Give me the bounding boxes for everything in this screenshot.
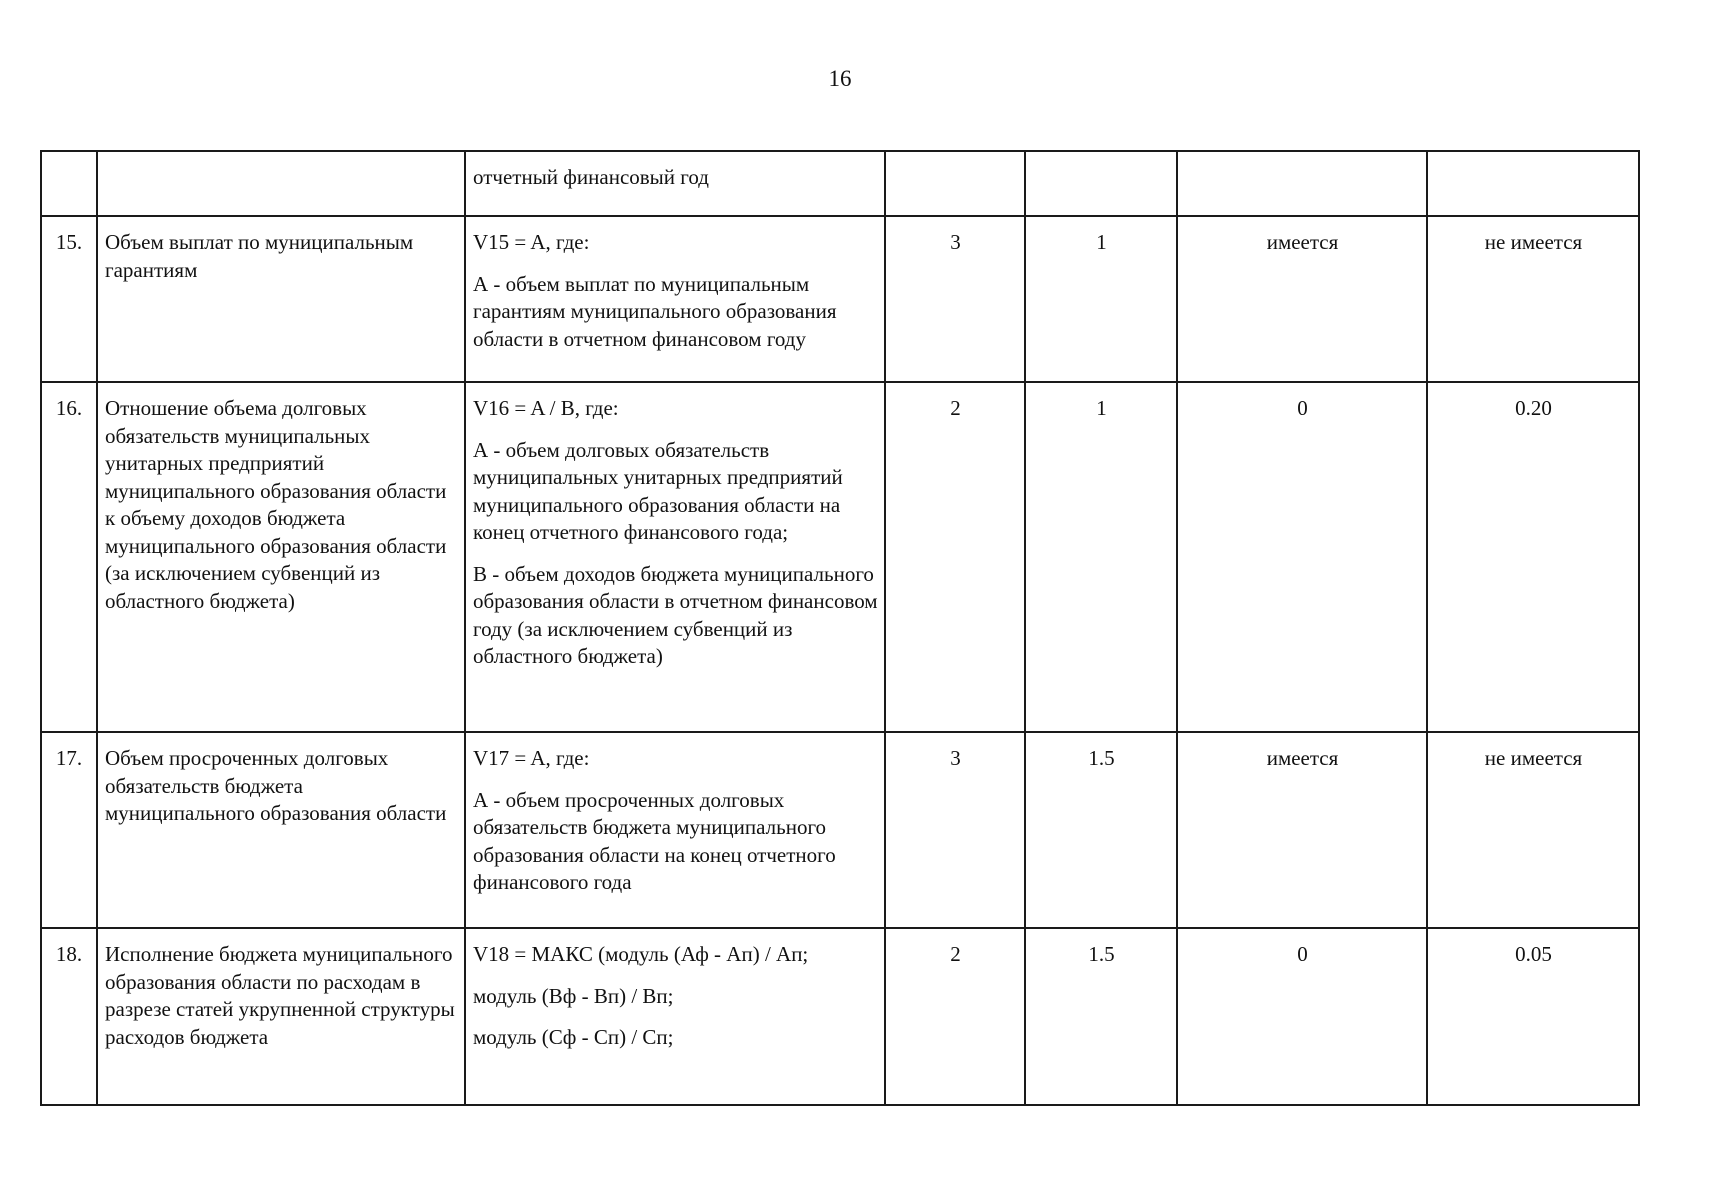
formula-cell	[465, 216, 885, 382]
formula-line: модуль (Вф - Вп) / Вп;	[473, 983, 674, 1008]
formula-line: А - объем просроченных долговых обязательств бюджета муниципального образования области на конец отчетного финансового года	[473, 787, 836, 894]
formula-line: V17 = A, где:	[473, 746, 590, 770]
col4-cell: 3	[885, 732, 1025, 928]
col4-cell	[885, 151, 1025, 216]
row-number-cell: 18.	[41, 928, 97, 1105]
formula-line: А - объем выплат по муниципальным гарантиям муниципального образования области в отчетном финансовом году	[473, 271, 837, 351]
col7-cell: не имеется	[1427, 732, 1639, 928]
row-number-cell: 16.	[41, 382, 97, 732]
col4-cell: 3	[885, 216, 1025, 382]
col7-cell: 0.20	[1427, 382, 1639, 732]
col5-cell: 1	[1025, 382, 1177, 732]
col7-cell: 0.05	[1427, 928, 1639, 1105]
formula-line: V18 = МАКС (модуль (Аф - Ап) / Ап;	[473, 942, 809, 966]
col5-cell	[1025, 151, 1177, 216]
table-row	[41, 382, 1639, 732]
table-row	[41, 732, 1639, 928]
col6-cell: имеется	[1177, 732, 1427, 928]
formula-line: отчетный финансовый год	[473, 165, 709, 189]
col6-cell: 0	[1177, 928, 1427, 1105]
col5-cell: 1.5	[1025, 928, 1177, 1105]
formula-line: V15 = A, где:	[473, 230, 590, 254]
col5-cell: 1.5	[1025, 732, 1177, 928]
table-row	[41, 216, 1639, 382]
col6-cell	[1177, 151, 1427, 216]
indicator-cell: Отношение объема долговых обязательств муниципальных унитарных предприятий муниципального образования области к объему доходов бюджета муниципального образования области (за исключением субвенций из областного бюджета)	[97, 382, 465, 732]
col7-cell: не имеется	[1427, 216, 1639, 382]
formula-cell	[465, 732, 885, 928]
table-row	[41, 928, 1639, 1105]
formula-cell	[465, 928, 885, 1105]
formula-line: V16 = A / B, где:	[473, 396, 619, 420]
indicators-table	[40, 150, 1640, 1106]
col6-cell: 0	[1177, 382, 1427, 732]
formula-cell	[465, 382, 885, 732]
col7-cell	[1427, 151, 1639, 216]
indicator-cell: Объем выплат по муниципальным гарантиям	[97, 216, 465, 382]
page-number: 16	[828, 66, 852, 91]
row-number-cell: 17.	[41, 732, 97, 928]
col5-cell: 1	[1025, 216, 1177, 382]
formula-line: модуль (Сф - Сп) / Сп;	[473, 1025, 674, 1049]
row-number-cell	[41, 151, 97, 216]
indicator-cell: Объем просроченных долговых обязательств бюджета муниципального образования области	[97, 732, 465, 928]
col6-cell: имеется	[1177, 216, 1427, 382]
indicator-cell	[97, 151, 465, 216]
indicator-cell: Исполнение бюджета муниципального образования области по расходам в разрезе статей укрупненной структуры расходов бюджета	[97, 928, 465, 1105]
col4-cell: 2	[885, 928, 1025, 1105]
formula-cell	[465, 151, 885, 216]
table-row	[41, 151, 1639, 216]
row-number-cell: 15.	[41, 216, 97, 382]
formula-line: А - объем долговых обязательств муниципальных унитарных предприятий муниципального образования области на конец отчетного финансового года;	[473, 437, 843, 544]
col4-cell: 2	[885, 382, 1025, 732]
formula-line: В - объем доходов бюджета муниципального образования области в отчетном финансовом году (за исключением субвенций из областного бюджета)	[473, 561, 878, 668]
